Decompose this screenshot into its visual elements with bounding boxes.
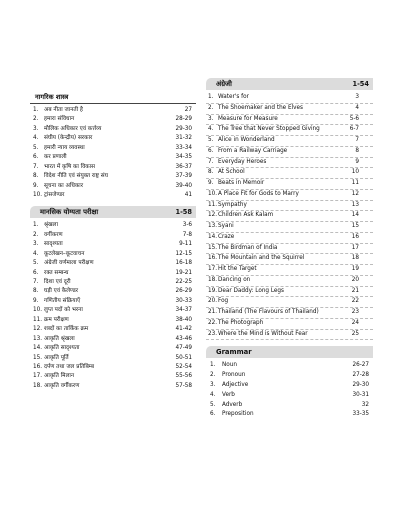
item-pages: 26-29 [175, 288, 192, 295]
item-title: Children Ask Kalam [218, 212, 274, 219]
item-pages: 39-40 [175, 182, 192, 189]
item-number: 5. [208, 137, 214, 143]
item-title: लुप्त पदों को भरना [44, 307, 83, 314]
item-number: 23. [208, 330, 218, 337]
item-number: 3. [33, 125, 39, 132]
item-number: 15. [208, 244, 218, 251]
list-item [206, 158, 373, 169]
item-number: 18. [208, 276, 218, 283]
item-pages: 37-39 [175, 173, 192, 180]
item-number: 22. [208, 319, 218, 326]
list-item [206, 371, 373, 381]
item-pages: 31-32 [175, 135, 192, 142]
item-title: Dear Daddy: Long Legs [218, 287, 284, 294]
item-pages: 4 [355, 104, 359, 111]
item-pages: 11 [351, 180, 359, 186]
list-item [206, 297, 373, 308]
item-number: 9. [208, 180, 214, 186]
list-item [206, 319, 373, 330]
right-column [206, 78, 373, 420]
item-title: A Place Fit for Gods to Marry [218, 190, 299, 197]
item-pages: 23 [351, 309, 359, 315]
list-item [206, 361, 373, 371]
list-item [30, 269, 196, 278]
item-title: At School [218, 169, 245, 176]
item-number: 4. [33, 135, 39, 142]
item-pages: 55-56 [175, 373, 192, 380]
item-number: 18. [33, 382, 43, 389]
item-title: Water's for [218, 94, 249, 100]
item-title: आकृति वर्गीकरण [44, 382, 80, 389]
item-pages: 9-11 [179, 241, 192, 248]
item-pages: 16 [351, 233, 359, 240]
item-number: 3. [33, 241, 39, 248]
item-pages: 41-42 [175, 326, 192, 333]
list-item [206, 179, 373, 190]
item-title: श्रृंखला [44, 222, 59, 229]
item-title: कूटलेखन–कूटवाचन [44, 250, 85, 257]
item-title: कर प्रणाली [44, 154, 67, 161]
list-item [206, 168, 373, 179]
item-pages: 28-29 [175, 116, 192, 123]
item-pages: 22-25 [175, 279, 192, 285]
list-item [206, 276, 373, 287]
grammar-section [206, 346, 373, 420]
item-number: 14. [33, 345, 43, 352]
list-item [30, 278, 196, 287]
list-item [30, 163, 196, 172]
mental-ability-title: मानसिक योग्यता परीक्षा [40, 208, 99, 217]
item-pages: 15 [351, 223, 359, 229]
item-title: The Birdman of India [218, 244, 278, 251]
list-item [30, 306, 196, 315]
item-number: 6. [210, 411, 216, 418]
item-pages: 30-33 [175, 297, 192, 304]
list-item [30, 221, 196, 230]
item-title: The Mountain and the Squirrel [218, 255, 305, 262]
item-title: दर्पण तथा जल प्रतिबिम्ब [44, 363, 94, 370]
item-number: 1. [33, 107, 39, 113]
item-pages: 24 [351, 319, 359, 326]
item-pages: 6-7 [349, 126, 359, 133]
item-pages: 38-40 [175, 316, 192, 323]
item-pages: 32 [361, 401, 369, 408]
item-pages: 16-18 [175, 260, 192, 267]
item-pages: 14 [351, 212, 359, 219]
list-item [206, 115, 373, 126]
item-title: From a Railway Carriage [218, 147, 288, 154]
item-title: संघीय (केन्द्रीय) सरकार [44, 135, 93, 142]
list-item [206, 190, 373, 201]
item-number: 10. [33, 191, 43, 198]
item-number: 5. [33, 144, 39, 151]
item-number: 13. [208, 223, 218, 229]
list-item [30, 354, 196, 363]
civics-section-title: नागरिक शास्त्र [30, 92, 196, 104]
item-pages: 34-37 [175, 307, 192, 314]
item-number: 19. [208, 287, 218, 294]
civics-list [30, 106, 196, 200]
list-item [206, 244, 373, 255]
item-number: 7. [208, 158, 214, 165]
item-number: 21. [208, 309, 218, 315]
list-item [206, 201, 373, 212]
mental-ability-header [30, 206, 196, 218]
item-pages: 50-51 [175, 354, 192, 361]
list-item [206, 136, 373, 147]
list-item [30, 344, 196, 353]
list-item [30, 259, 196, 268]
list-item [30, 297, 196, 306]
item-title: Verb [222, 391, 235, 398]
item-number: 2. [208, 104, 214, 111]
item-title: Adverb [222, 401, 243, 408]
item-pages: 43-46 [175, 335, 192, 342]
left-column [30, 92, 196, 391]
english-header [206, 78, 373, 90]
list-item [30, 125, 196, 134]
item-pages: 7 [355, 137, 359, 143]
item-number: 11. [33, 316, 43, 323]
item-number: 16. [33, 363, 43, 370]
item-pages: 34-35 [175, 154, 192, 161]
list-item [206, 410, 373, 420]
item-pages: 20 [351, 276, 359, 283]
item-pages: 21 [351, 287, 359, 294]
item-title: वर्गीकरण [44, 231, 63, 238]
list-item [206, 104, 373, 115]
item-title: Syani [218, 223, 234, 229]
list-item [206, 125, 373, 136]
item-number: 14. [208, 233, 218, 240]
item-number: 2. [210, 372, 216, 379]
item-number: 5. [210, 401, 216, 408]
item-pages: 7-8 [182, 231, 192, 238]
list-item [206, 330, 373, 341]
list-item [206, 222, 373, 233]
item-number: 4. [208, 126, 214, 133]
list-item [30, 250, 196, 259]
list-item [206, 265, 373, 276]
item-pages: 57-58 [175, 382, 192, 389]
item-title: Sympathy [218, 201, 247, 208]
item-pages: 3 [355, 94, 359, 100]
list-item [30, 144, 196, 153]
item-number: 8. [208, 169, 214, 176]
item-title: अब नीता जानती है [44, 107, 83, 113]
list-item [206, 308, 373, 319]
item-pages: 22 [351, 298, 359, 305]
english-list [206, 93, 373, 340]
item-number: 17. [208, 266, 218, 272]
item-pages: 17 [351, 244, 359, 251]
item-pages: 29-30 [175, 125, 192, 132]
civics-section [30, 92, 196, 200]
item-number: 1. [210, 362, 216, 369]
item-title: Everyday Heroes [218, 158, 267, 165]
list-item [30, 287, 196, 296]
item-title: Craze [218, 233, 235, 240]
list-item [30, 316, 196, 325]
list-item [30, 115, 196, 124]
item-pages: 27-28 [352, 372, 369, 379]
item-pages: 52-54 [175, 363, 192, 370]
item-pages: 8 [355, 147, 359, 154]
item-number: 2. [33, 231, 39, 238]
item-number: 9. [33, 182, 39, 189]
list-item [30, 372, 196, 381]
item-number: 6. [33, 269, 39, 276]
list-item [30, 172, 196, 181]
list-item [206, 254, 373, 265]
item-title: The Tree that Never Stopped Giving [218, 126, 320, 133]
item-pages: 30-31 [352, 391, 369, 398]
item-number: 5. [33, 260, 39, 267]
item-title: Measure for Measure [218, 115, 278, 122]
item-number: 12. [33, 326, 43, 333]
item-title: गणितीय संक्रियाएँ [44, 297, 81, 304]
item-pages: 19 [351, 266, 359, 272]
item-title: Where the Mind is Without Fear [218, 330, 308, 337]
item-title: ट्रांसजेण्डर [44, 191, 65, 198]
item-number: 3. [208, 115, 214, 122]
list-item [30, 363, 196, 372]
list-item [30, 106, 196, 115]
item-number: 11. [208, 201, 218, 208]
list-item [30, 325, 196, 334]
item-number: 15. [33, 354, 43, 361]
mental-ability-section [30, 206, 196, 391]
item-number: 7. [33, 279, 39, 285]
item-title: The Shoemaker and the Elves [218, 104, 303, 111]
list-item [30, 153, 196, 162]
item-pages: 27 [184, 107, 192, 113]
item-title: आकृति श्रृंखला [44, 335, 75, 342]
mental-ability-list [30, 221, 196, 391]
list-item [30, 335, 196, 344]
english-page-range: 1-54 [352, 80, 369, 88]
item-number: 10. [208, 190, 218, 197]
item-pages: 13 [351, 201, 359, 208]
item-pages: 12-15 [175, 250, 192, 257]
item-number: 7. [33, 163, 39, 170]
list-item [30, 191, 196, 200]
item-title: आकृति सादृश्यता [44, 345, 80, 352]
item-title: Fog [218, 298, 229, 305]
item-title: क्रम परीक्षण [44, 316, 69, 323]
list-item [30, 382, 196, 391]
item-title: अंग्रेजी वर्णमाला परीक्षण [44, 260, 94, 267]
list-item [30, 240, 196, 249]
english-section [206, 78, 373, 340]
item-title: रक्त सम्बन्ध [44, 269, 69, 276]
grammar-list [206, 361, 373, 420]
item-title: सादृश्यता [44, 241, 63, 248]
list-item [206, 233, 373, 244]
item-title: मौलिक अधिकार एवं कर्त्तव्य [44, 125, 102, 132]
item-pages: 26-27 [352, 362, 369, 369]
item-number: 8. [33, 173, 39, 180]
item-number: 6. [208, 147, 214, 154]
item-pages: 5-6 [349, 115, 359, 122]
item-title: Pronoun [222, 372, 246, 379]
item-number: 3. [210, 381, 216, 388]
item-pages: 33-35 [352, 411, 369, 418]
item-title: विदेश नीति एवं संयुक्त राष्ट्र संघ [44, 173, 108, 180]
item-title: हमारा संविधान [44, 116, 75, 123]
item-pages: 3-6 [182, 222, 192, 229]
item-title: आकृति मिलान [44, 373, 75, 380]
item-number: 1. [33, 222, 39, 229]
item-number: 12. [208, 212, 218, 219]
item-title: भारत में कृषि का विकास [44, 163, 95, 170]
list-item [206, 211, 373, 222]
item-number: 2. [33, 116, 39, 123]
item-number: 13. [33, 335, 43, 342]
item-title: The Photograph [218, 319, 264, 326]
list-item [30, 134, 196, 143]
item-title: Dancing on [218, 276, 251, 283]
item-number: 4. [33, 250, 39, 257]
list-item [206, 391, 373, 401]
item-pages: 47-49 [175, 345, 192, 352]
item-title: Hit the Target [218, 266, 257, 272]
list-item [206, 287, 373, 298]
item-title: घड़ी एवं कैलेण्डर [44, 288, 79, 295]
item-title: Beats in Memoir [218, 180, 265, 186]
item-number: 1. [208, 94, 214, 100]
item-pages: 10 [351, 169, 359, 176]
mental-ability-page-range: 1-58 [175, 208, 192, 217]
item-number: 8. [33, 288, 39, 295]
item-title: सूचना का अधिकार [44, 182, 84, 189]
item-title: हमारी न्याय व्यवस्था [44, 144, 85, 151]
item-pages: 19-21 [175, 269, 192, 276]
item-pages: 9 [355, 158, 359, 165]
item-number: 10. [33, 307, 43, 314]
item-number: 20. [208, 298, 218, 305]
item-title: दिशा एवं दूरी [44, 279, 71, 285]
item-number: 6. [33, 154, 39, 161]
item-title: शब्दों का तार्किक क्रम [44, 326, 89, 333]
list-item [30, 182, 196, 191]
item-number: 4. [210, 391, 216, 398]
item-pages: 33-34 [175, 144, 192, 151]
item-pages: 41 [184, 191, 192, 198]
list-item [206, 381, 373, 391]
grammar-header [206, 346, 373, 358]
item-pages: 29-30 [352, 381, 369, 388]
list-item [206, 147, 373, 158]
item-title: Alice in Wonderland [218, 137, 275, 143]
item-title: Adjective [222, 381, 249, 388]
item-number: 17. [33, 373, 43, 380]
item-number: 16. [208, 255, 218, 262]
item-number: 9. [33, 297, 39, 304]
item-title: Noun [222, 362, 237, 369]
item-title: आकृति पूर्ति [44, 354, 69, 361]
item-title: Thailand (The Flavours of Thailand) [218, 309, 319, 315]
item-pages: 25 [351, 330, 359, 337]
item-title: Preposition [222, 411, 254, 418]
list-item [206, 93, 373, 104]
list-item [30, 231, 196, 240]
english-title: अंग्रेजी [216, 80, 232, 88]
item-pages: 36-37 [175, 163, 192, 170]
grammar-title: Grammar [216, 348, 252, 357]
item-pages: 18 [351, 255, 359, 262]
list-item [206, 401, 373, 411]
item-pages: 12 [351, 190, 359, 197]
